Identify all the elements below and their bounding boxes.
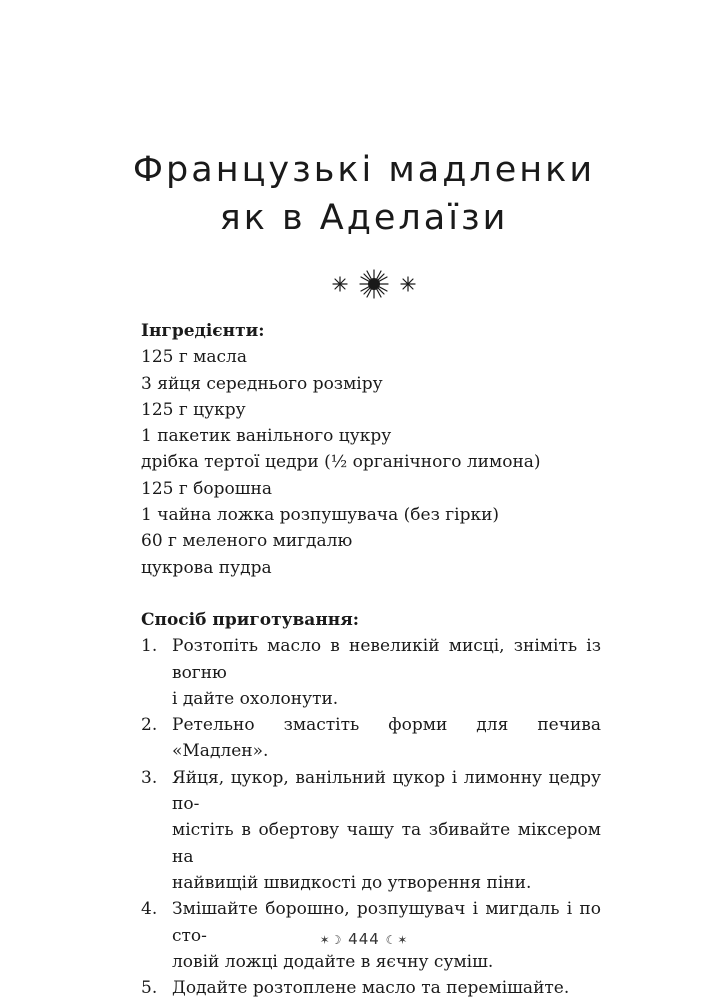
method-step (141, 712, 601, 765)
recipe-title-line-2: як в Аделаїзи (219, 198, 509, 238)
step-text (172, 765, 601, 896)
ingredient-item: 1 пакетик ванільного цукру (141, 426, 392, 447)
step-text-line: Яйця, цукор, ванільний цукор і лимонну цедру по- (172, 767, 601, 815)
step-text-line: Додайте розтоплене масло та перемішайте. (172, 978, 570, 999)
step-text (172, 975, 601, 1001)
moon-star-left-icon: ✶☽ (319, 933, 343, 947)
recipe-title (0, 146, 728, 242)
page-footer (0, 930, 728, 948)
step-text-line: Розтопіть масло в невеликій мисці, зніміть із вогню (172, 636, 601, 683)
step-text-line: і дайте охолонути. (172, 688, 339, 709)
stars-ornament-icon (322, 262, 426, 306)
moon-star-right-icon: ☾✶ (385, 933, 409, 947)
method-step (141, 765, 601, 896)
ingredient-item: 1 чайна ложка розпушувача (без гірки) (141, 505, 500, 526)
step-text (172, 633, 601, 712)
ingredient-item: 3 яйця середнього розміру (141, 373, 383, 394)
step-text-line: ловій ложці додайте в яєчну суміш. (172, 951, 494, 972)
ingredient-item: дрібка тертої цедри (½ органічного лимона) (141, 452, 541, 473)
method-step (141, 975, 601, 1001)
method-heading: Спосіб приготування: (141, 609, 360, 630)
step-number: 2. (141, 715, 158, 736)
step-text-line: Ретельно змастіть форми для печива «Мадлен». (172, 715, 601, 762)
recipe-title-line-1: Французькі мадленки (132, 150, 596, 190)
ingredient-item: 125 г масла (141, 347, 247, 368)
method-step (141, 633, 601, 712)
ingredients-list (141, 344, 601, 581)
step-text (172, 712, 601, 765)
step-number: 5. (141, 978, 158, 999)
step-text-line: найвищій швидкості до утворення піни. (172, 872, 532, 893)
step-number: 1. (141, 636, 158, 657)
ingredients-heading: Інгредієнти: (141, 321, 265, 341)
step-number: 3. (141, 767, 158, 788)
ingredient-item: 125 г борошна (141, 478, 273, 499)
ingredient-item: 60 г меленого мигдалю (141, 531, 353, 552)
step-text-line: містіть в обертову чашу та збивайте міксером на (172, 820, 601, 867)
ingredient-item: цукрова пудра (141, 557, 272, 578)
ingredient-item: 125 г цукру (141, 399, 246, 420)
recipe-body (141, 318, 601, 1001)
step-number: 4. (141, 899, 158, 920)
step-text-line: Змішайте борошно, розпушувач і мигдаль і по сто- (172, 899, 601, 946)
page-number: 444 (348, 930, 380, 948)
